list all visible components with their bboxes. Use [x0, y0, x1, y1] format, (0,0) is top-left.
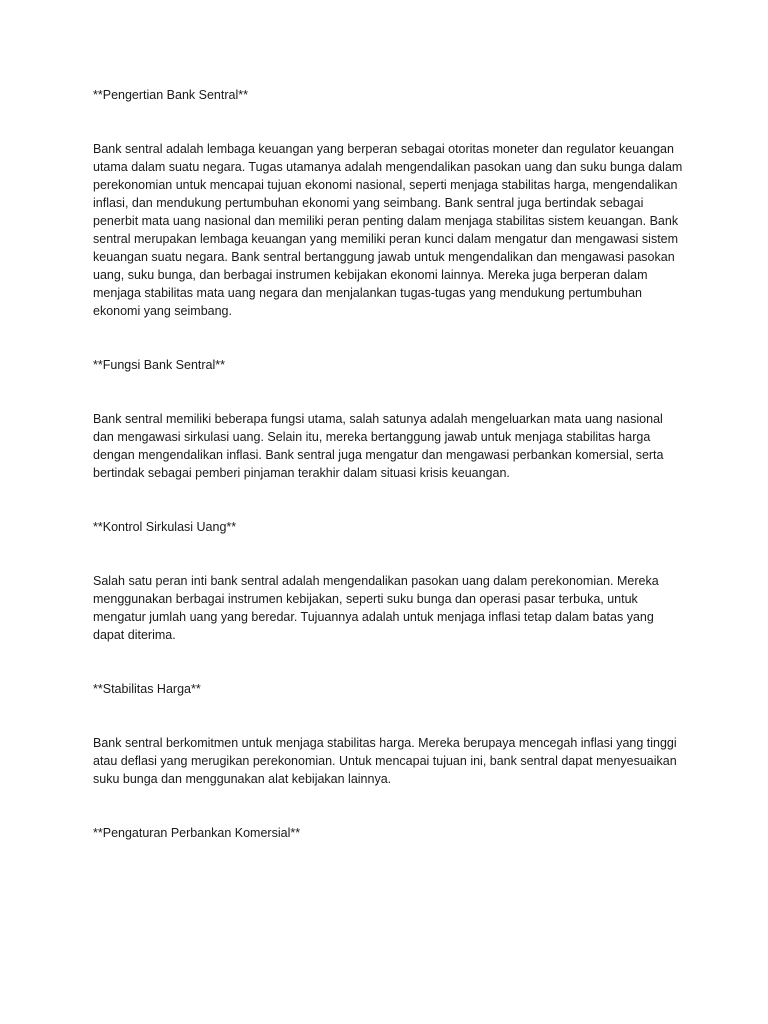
- spacer: [93, 644, 683, 680]
- spacer: [93, 374, 683, 410]
- section-body-stabilitas: Bank sentral berkomitmen untuk menjaga stabilitas harga. Mereka berupaya mencegah inflasi yang tinggi atau deflasi yang merugikan perekonomian. Untuk mencapai tujuan ini, bank sentral dapat menyesuaikan suku bunga dan menggunakan alat kebijakan lainnya.: [93, 736, 677, 786]
- spacer: [93, 698, 683, 734]
- section-body-pengertian: Bank sentral adalah lembaga keuangan yang berperan sebagai otoritas moneter dan regulator keuangan utama dalam suatu negara. Tugas utamanya adalah mengendalikan pasokan uang dan suku bunga dalam perekonomian untuk mencapai tujuan ekonomi nasional, seperti menjaga stabilitas harga, mengendalikan inflasi, dan mendukung pertumbuhan ekonomi yang seimbang. Bank sentral juga bertindak sebagai penerbit mata uang nasional dan memiliki peran penting dalam menjaga stabilitas sistem keuangan. Bank sentral merupakan lembaga keuangan yang memiliki peran kunci dalam mengatur dan mengawasi sistem keuangan suatu negara. Bank sentral bertanggung jawab untuk mengendalikan dan mengawasi pasokan uang, suku bunga, dan berbagai instrumen kebijakan ekonomi lainnya. Mereka juga berperan dalam menjaga stabilitas mata uang negara dan menjalankan tugas-tugas yang mendukung pertumbuhan ekonomi yang seimbang.: [93, 142, 683, 318]
- section-heading-pengaturan: **Pengaturan Perbankan Komersial**: [93, 826, 301, 840]
- section-heading-kontrol: **Kontrol Sirkulasi Uang**: [93, 520, 237, 534]
- document-content: [93, 86, 683, 842]
- section-body-kontrol: Salah satu peran inti bank sentral adalah mengendalikan pasokan uang dalam perekonomian. Mereka menggunakan berbagai instrumen kebijakan, seperti suku bunga dan operasi pasar terbuka, untuk mengatur jumlah uang yang beredar. Tujuannya adalah untuk menjaga inflasi tetap dalam batas yang dapat diterima.: [93, 574, 659, 642]
- spacer: [93, 788, 683, 824]
- section-heading-stabilitas: **Stabilitas Harga**: [93, 682, 201, 696]
- spacer: [93, 104, 683, 140]
- section-heading-pengertian: **Pengertian Bank Sentral**: [93, 88, 248, 102]
- spacer: [93, 320, 683, 356]
- section-body-fungsi: Bank sentral memiliki beberapa fungsi utama, salah satunya adalah mengeluarkan mata uang nasional dan mengawasi sirkulasi uang. Selain itu, mereka bertanggung jawab untuk menjaga stabilitas harga dengan mengendalikan inflasi. Bank sentral juga mengatur dan mengawasi perbankan komersial, serta bertindak sebagai pemberi pinjaman terakhir dalam situasi krisis keuangan.: [93, 412, 664, 480]
- spacer: [93, 536, 683, 572]
- spacer: [93, 482, 683, 518]
- section-heading-fungsi: **Fungsi Bank Sentral**: [93, 358, 226, 372]
